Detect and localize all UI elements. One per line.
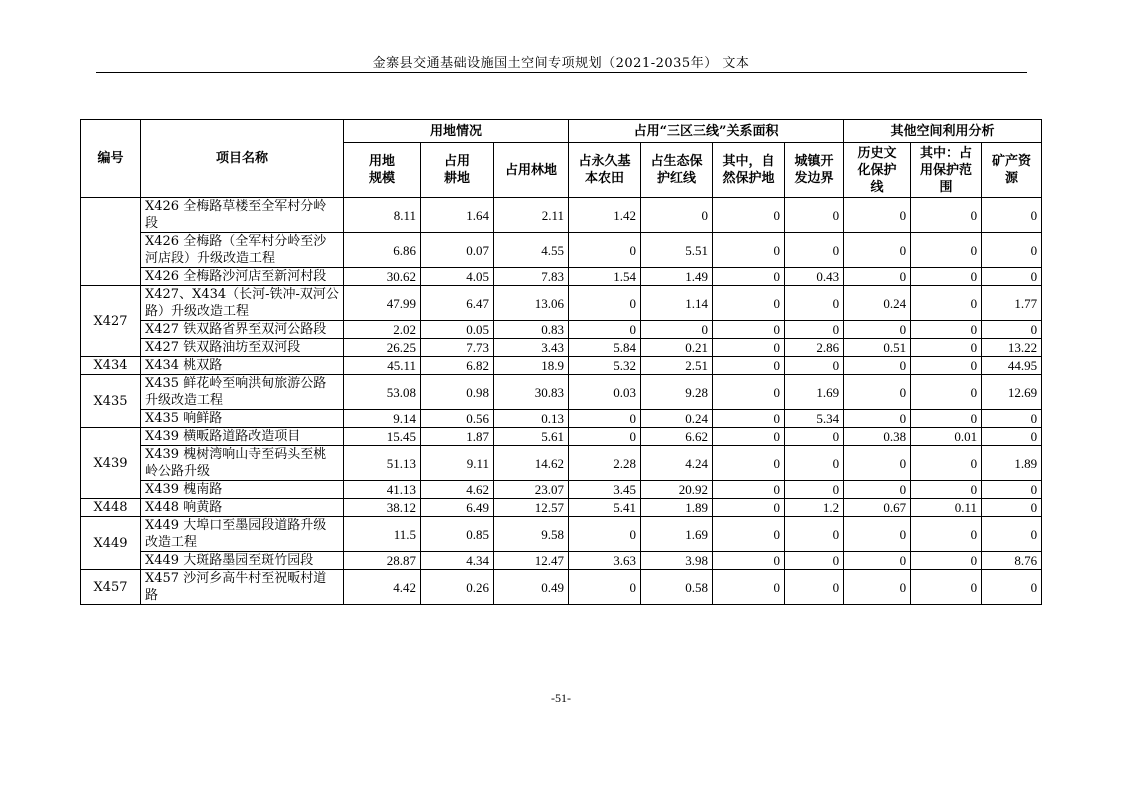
value-cell: 13.22 [982, 339, 1042, 357]
value-cell: 0.11 [911, 499, 982, 517]
value-cell: 0 [982, 570, 1042, 605]
value-cell: 0 [844, 198, 911, 233]
value-cell: 6.82 [421, 357, 494, 375]
project-name-cell: X439 槐南路 [141, 481, 344, 499]
value-cell: 0 [713, 339, 785, 357]
value-cell: 0 [713, 481, 785, 499]
value-cell: 2.11 [494, 198, 569, 233]
value-cell: 0 [713, 570, 785, 605]
value-cell: 6.62 [641, 428, 713, 446]
value-cell: 1.89 [641, 499, 713, 517]
subheader-cell: 占生态保 护红线 [641, 143, 713, 198]
value-cell: 0 [844, 517, 911, 552]
value-cell: 4.34 [421, 552, 494, 570]
value-cell: 0 [569, 321, 641, 339]
value-cell: 0 [785, 357, 844, 375]
value-cell: 2.28 [569, 446, 641, 481]
value-cell: 0 [785, 286, 844, 321]
value-cell: 6.86 [344, 233, 421, 268]
value-cell: 18.9 [494, 357, 569, 375]
value-cell: 1.14 [641, 286, 713, 321]
value-cell: 0.07 [421, 233, 494, 268]
route-code-cell: X448 [81, 499, 141, 517]
table-row [81, 428, 1042, 446]
value-cell: 0.67 [844, 499, 911, 517]
project-name-cell: X439 槐树湾响山寺至码头至桃岭公路升级 [141, 446, 344, 481]
value-cell: 5.51 [641, 233, 713, 268]
value-cell: 38.12 [344, 499, 421, 517]
value-cell: 0 [713, 321, 785, 339]
value-cell: 0 [844, 321, 911, 339]
value-cell: 3.63 [569, 552, 641, 570]
value-cell: 0 [785, 481, 844, 499]
value-cell: 51.13 [344, 446, 421, 481]
value-cell: 0 [713, 268, 785, 286]
value-cell: 14.62 [494, 446, 569, 481]
page-header: 金寨县交通基础设施国土空间专项规划（2021-2035年） 文本 [372, 56, 750, 71]
project-name-cell: X427 铁双路省界至双河公路段 [141, 321, 344, 339]
value-cell: 0 [713, 517, 785, 552]
value-cell: 0 [713, 286, 785, 321]
value-cell: 0.49 [494, 570, 569, 605]
page-number: -51- [551, 691, 571, 705]
value-cell: 0 [713, 233, 785, 268]
value-cell: 0 [911, 481, 982, 499]
route-code-cell: X427 [81, 286, 141, 357]
value-cell: 0.51 [844, 339, 911, 357]
value-cell: 0 [713, 410, 785, 428]
subheader-cell: 城镇开 发边界 [785, 143, 844, 198]
value-cell: 9.11 [421, 446, 494, 481]
project-name-cell: X426 全梅路（全军村分岭至沙河店段）升级改造工程 [141, 233, 344, 268]
value-cell: 0 [785, 198, 844, 233]
value-cell: 0 [713, 499, 785, 517]
project-name-cell: X427、X434（长河-铁冲-双河公路）升级改造工程 [141, 286, 344, 321]
value-cell: 0 [785, 428, 844, 446]
table-row [81, 198, 1042, 233]
subheader-cell: 矿产资 源 [982, 143, 1042, 198]
subheader-cell: 其中：占 用保护范 围 [911, 143, 982, 198]
value-cell: 0.24 [641, 410, 713, 428]
value-cell: 1.69 [785, 375, 844, 410]
value-cell: 0.58 [641, 570, 713, 605]
value-cell: 0 [641, 321, 713, 339]
value-cell: 1.77 [982, 286, 1042, 321]
value-cell: 0 [911, 286, 982, 321]
value-cell: 2.02 [344, 321, 421, 339]
value-cell: 0 [569, 570, 641, 605]
value-cell: 5.84 [569, 339, 641, 357]
value-cell: 0 [785, 233, 844, 268]
value-cell: 0 [844, 375, 911, 410]
value-cell: 8.11 [344, 198, 421, 233]
header-code: 编号 [81, 120, 141, 198]
value-cell: 0 [911, 339, 982, 357]
value-cell: 0 [982, 481, 1042, 499]
value-cell: 1.69 [641, 517, 713, 552]
subheader-cell: 占永久基 本农田 [569, 143, 641, 198]
project-name-cell: X448 响黄路 [141, 499, 344, 517]
value-cell: 0.56 [421, 410, 494, 428]
value-cell: 0 [785, 570, 844, 605]
value-cell: 7.83 [494, 268, 569, 286]
table-row [81, 517, 1042, 552]
value-cell: 0 [713, 198, 785, 233]
value-cell: 0 [844, 552, 911, 570]
value-cell: 0 [713, 446, 785, 481]
value-cell: 0 [785, 446, 844, 481]
project-name-cell: X449 大斑路墨园至斑竹园段 [141, 552, 344, 570]
value-cell: 0 [982, 198, 1042, 233]
value-cell: 47.99 [344, 286, 421, 321]
table-row [81, 286, 1042, 321]
value-cell: 6.47 [421, 286, 494, 321]
value-cell: 3.43 [494, 339, 569, 357]
value-cell: 0.03 [569, 375, 641, 410]
route-code-cell: X434 [81, 357, 141, 375]
value-cell: 0 [844, 410, 911, 428]
value-cell: 3.98 [641, 552, 713, 570]
value-cell: 2.86 [785, 339, 844, 357]
table-row [81, 446, 1042, 481]
value-cell: 9.28 [641, 375, 713, 410]
value-cell: 20.92 [641, 481, 713, 499]
value-cell: 0.43 [785, 268, 844, 286]
value-cell: 1.54 [569, 268, 641, 286]
project-name-cell: X434 桃双路 [141, 357, 344, 375]
value-cell: 0 [569, 428, 641, 446]
value-cell: 45.11 [344, 357, 421, 375]
value-cell: 0.24 [844, 286, 911, 321]
value-cell: 0 [713, 357, 785, 375]
table-row [81, 321, 1042, 339]
header-project-name: 项目名称 [141, 120, 344, 198]
header-three-zones: 占用“三区三线”关系面积 [569, 120, 844, 143]
value-cell: 3.45 [569, 481, 641, 499]
value-cell: 0 [911, 375, 982, 410]
value-cell: 4.05 [421, 268, 494, 286]
value-cell: 0 [911, 517, 982, 552]
value-cell: 0 [982, 428, 1042, 446]
value-cell: 0 [713, 428, 785, 446]
value-cell: 44.95 [982, 357, 1042, 375]
value-cell: 7.73 [421, 339, 494, 357]
table-row [81, 375, 1042, 410]
value-cell: 0 [982, 321, 1042, 339]
subheader-cell: 历史文 化保护 线 [844, 143, 911, 198]
value-cell: 0.01 [911, 428, 982, 446]
table-row [81, 233, 1042, 268]
project-name-cell: X426 全梅路草楼至全军村分岭段 [141, 198, 344, 233]
value-cell: 8.76 [982, 552, 1042, 570]
project-name-cell: X435 响鲜路 [141, 410, 344, 428]
value-cell: 0 [713, 552, 785, 570]
value-cell: 1.64 [421, 198, 494, 233]
value-cell: 0 [785, 552, 844, 570]
project-name-cell: X435 鲜花岭至响洪甸旅游公路升级改造工程 [141, 375, 344, 410]
value-cell: 41.13 [344, 481, 421, 499]
value-cell: 9.14 [344, 410, 421, 428]
value-cell: 0 [844, 481, 911, 499]
value-cell: 5.61 [494, 428, 569, 446]
value-cell: 1.89 [982, 446, 1042, 481]
value-cell: 0 [911, 570, 982, 605]
header-land-use: 用地情况 [344, 120, 569, 143]
value-cell: 4.42 [344, 570, 421, 605]
value-cell: 0 [982, 517, 1042, 552]
value-cell: 30.62 [344, 268, 421, 286]
route-code-cell [81, 198, 141, 286]
project-name-cell: X426 全梅路沙河店至新河村段 [141, 268, 344, 286]
value-cell: 0 [911, 321, 982, 339]
value-cell: 0 [982, 410, 1042, 428]
value-cell: 28.87 [344, 552, 421, 570]
value-cell: 12.57 [494, 499, 569, 517]
value-cell: 0 [844, 268, 911, 286]
value-cell: 26.25 [344, 339, 421, 357]
value-cell: 0.13 [494, 410, 569, 428]
value-cell: 0.83 [494, 321, 569, 339]
value-cell: 12.47 [494, 552, 569, 570]
value-cell: 0 [641, 198, 713, 233]
value-cell: 5.34 [785, 410, 844, 428]
land-use-table [80, 119, 1042, 605]
route-code-cell: X435 [81, 375, 141, 428]
value-cell: 0 [844, 357, 911, 375]
value-cell: 0 [911, 410, 982, 428]
value-cell: 6.49 [421, 499, 494, 517]
value-cell: 0 [911, 268, 982, 286]
value-cell: 53.08 [344, 375, 421, 410]
subheader-cell: 占用 耕地 [421, 143, 494, 198]
value-cell: 0.21 [641, 339, 713, 357]
value-cell: 0.38 [844, 428, 911, 446]
value-cell: 13.06 [494, 286, 569, 321]
table-row [81, 410, 1042, 428]
table-row [81, 499, 1042, 517]
value-cell: 0 [982, 499, 1042, 517]
value-cell: 0 [785, 321, 844, 339]
value-cell: 0.85 [421, 517, 494, 552]
project-name-cell: X427 铁双路油坊至双河段 [141, 339, 344, 357]
value-cell: 0 [911, 552, 982, 570]
route-code-cell: X439 [81, 428, 141, 499]
value-cell: 0.26 [421, 570, 494, 605]
value-cell: 0 [569, 286, 641, 321]
value-cell: 0 [844, 446, 911, 481]
value-cell: 15.45 [344, 428, 421, 446]
value-cell: 11.5 [344, 517, 421, 552]
value-cell: 9.58 [494, 517, 569, 552]
value-cell: 4.24 [641, 446, 713, 481]
project-name-cell: X457 沙河乡高牛村至祝畈村道路 [141, 570, 344, 605]
value-cell: 0.05 [421, 321, 494, 339]
value-cell: 12.69 [982, 375, 1042, 410]
value-cell: 5.41 [569, 499, 641, 517]
table-row [81, 357, 1042, 375]
value-cell: 0 [569, 410, 641, 428]
value-cell: 2.51 [641, 357, 713, 375]
header-divider [96, 72, 1027, 73]
project-name-cell: X449 大埠口至墨园段道路升级改造工程 [141, 517, 344, 552]
value-cell: 1.49 [641, 268, 713, 286]
value-cell: 0 [982, 268, 1042, 286]
value-cell: 0 [569, 233, 641, 268]
route-code-cell: X449 [81, 517, 141, 570]
value-cell: 0 [911, 446, 982, 481]
table-row [81, 339, 1042, 357]
table-row [81, 268, 1042, 286]
project-name-cell: X439 横畈路道路改造项目 [141, 428, 344, 446]
value-cell: 0 [911, 233, 982, 268]
value-cell: 1.42 [569, 198, 641, 233]
table-row [81, 552, 1042, 570]
value-cell: 0 [569, 517, 641, 552]
subheader-cell: 用地 规模 [344, 143, 421, 198]
value-cell: 0 [713, 375, 785, 410]
value-cell: 0 [911, 357, 982, 375]
value-cell: 0 [844, 570, 911, 605]
table-header-row [81, 120, 1042, 143]
route-code-cell: X457 [81, 570, 141, 605]
value-cell: 1.87 [421, 428, 494, 446]
value-cell: 0 [785, 517, 844, 552]
value-cell: 1.2 [785, 499, 844, 517]
table-body [81, 198, 1042, 605]
value-cell: 4.62 [421, 481, 494, 499]
value-cell: 5.32 [569, 357, 641, 375]
header-other-space: 其他空间利用分析 [844, 120, 1042, 143]
value-cell: 0 [982, 233, 1042, 268]
value-cell: 0 [844, 233, 911, 268]
value-cell: 23.07 [494, 481, 569, 499]
subheader-cell: 其中，自 然保护地 [713, 143, 785, 198]
value-cell: 4.55 [494, 233, 569, 268]
value-cell: 30.83 [494, 375, 569, 410]
table-row [81, 481, 1042, 499]
value-cell: 0.98 [421, 375, 494, 410]
value-cell: 0 [911, 198, 982, 233]
subheader-cell: 占用林地 [494, 143, 569, 198]
table-row [81, 570, 1042, 605]
